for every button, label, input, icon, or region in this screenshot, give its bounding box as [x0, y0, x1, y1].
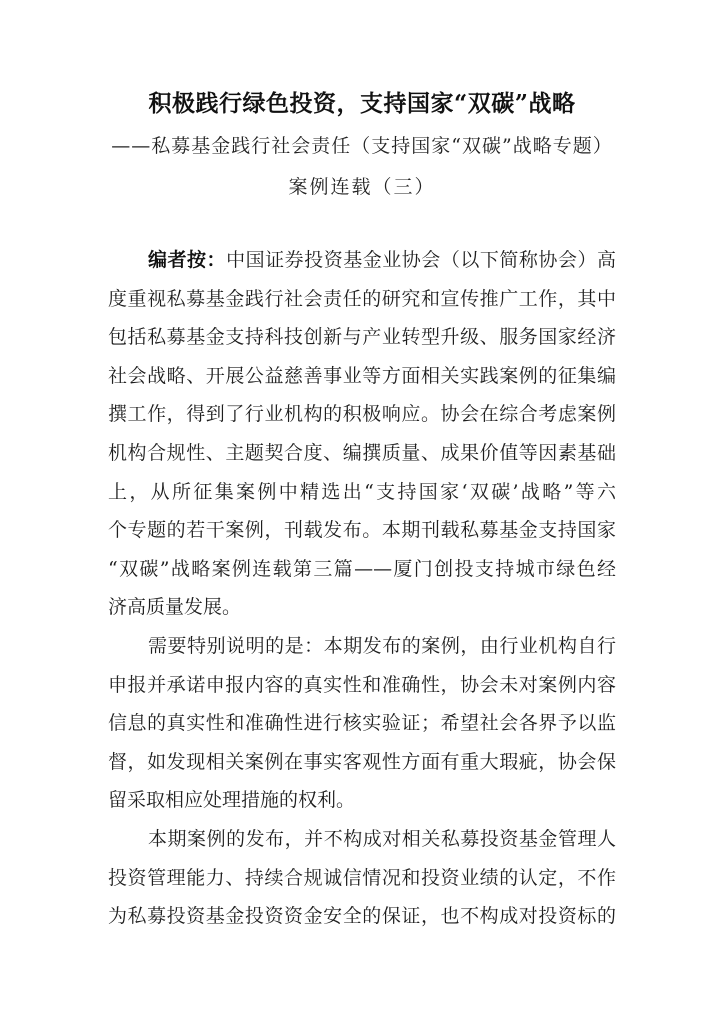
- document-title: 积极践行绿色投资，支持国家“双碳”战略: [148, 90, 576, 117]
- series-label: 案例连载（三）: [288, 176, 436, 198]
- paragraph-line: “双碳”战略案例连载第三篇——厦门创投支持城市绿色经: [108, 557, 616, 580]
- paragraph-line: 信息的真实性和准确性进行核实验证；希望社会各界予以监: [108, 712, 616, 735]
- paragraph-line: [108, 241, 616, 280]
- paragraph-line: 上，从所征集案例中精选出“支持国家‘双碳’战略”等六: [108, 480, 616, 503]
- paragraph-line: 撰工作，得到了行业机构的积极响应。协会在综合考虑案例: [108, 403, 616, 426]
- paragraph-line: 本期案例的发布，并不构成对相关私募投资基金管理人: [148, 827, 616, 850]
- paragraph-line: 个专题的若干案例，刊载发布。本期刊载私募基金支持国家: [108, 519, 616, 542]
- paragraph-line: 为私募投资基金投资资金安全的保证，也不构成对投资标的: [108, 905, 616, 928]
- paragraph-line: 度重视私募基金践行社会责任的研究和宣传推广工作，其中: [108, 287, 616, 310]
- paragraph-line: 留采取相应处理措施的权利。: [108, 789, 356, 812]
- paragraph-line: 济高质量发展。: [108, 596, 242, 619]
- paragraph-line: 需要特别说明的是：本期发布的案例，由行业机构自行: [148, 634, 616, 657]
- paragraph-line: 机构合规性、主题契合度、编撰质量、成果价值等因素基础: [108, 441, 616, 464]
- paragraph-line: 包括私募基金支持科技创新与产业转型升级、服务国家经济: [108, 326, 616, 349]
- paragraph-line: 申报并承诺申报内容的真实性和准确性，协会未对案例内容: [108, 673, 616, 696]
- paragraph-line: 投资管理能力、持续合规诚信情况和投资业绩的认定，不作: [108, 866, 616, 889]
- editor-note-label: 编者按：: [148, 249, 227, 271]
- document-subtitle: ——私募基金践行社会责任（支持国家“双碳”战略专题）: [111, 135, 613, 157]
- paragraph-line: 社会战略、开展公益慈善事业等方面相关实践案例的征集编: [108, 364, 616, 387]
- paragraph-line-text: 中国证券投资基金业协会（以下简称协会）高: [226, 249, 616, 271]
- editor-note-body: [108, 241, 616, 936]
- paragraph-line: 督，如发现相关案例在事实客观性方面有重大瑕疵，协会保: [108, 750, 616, 773]
